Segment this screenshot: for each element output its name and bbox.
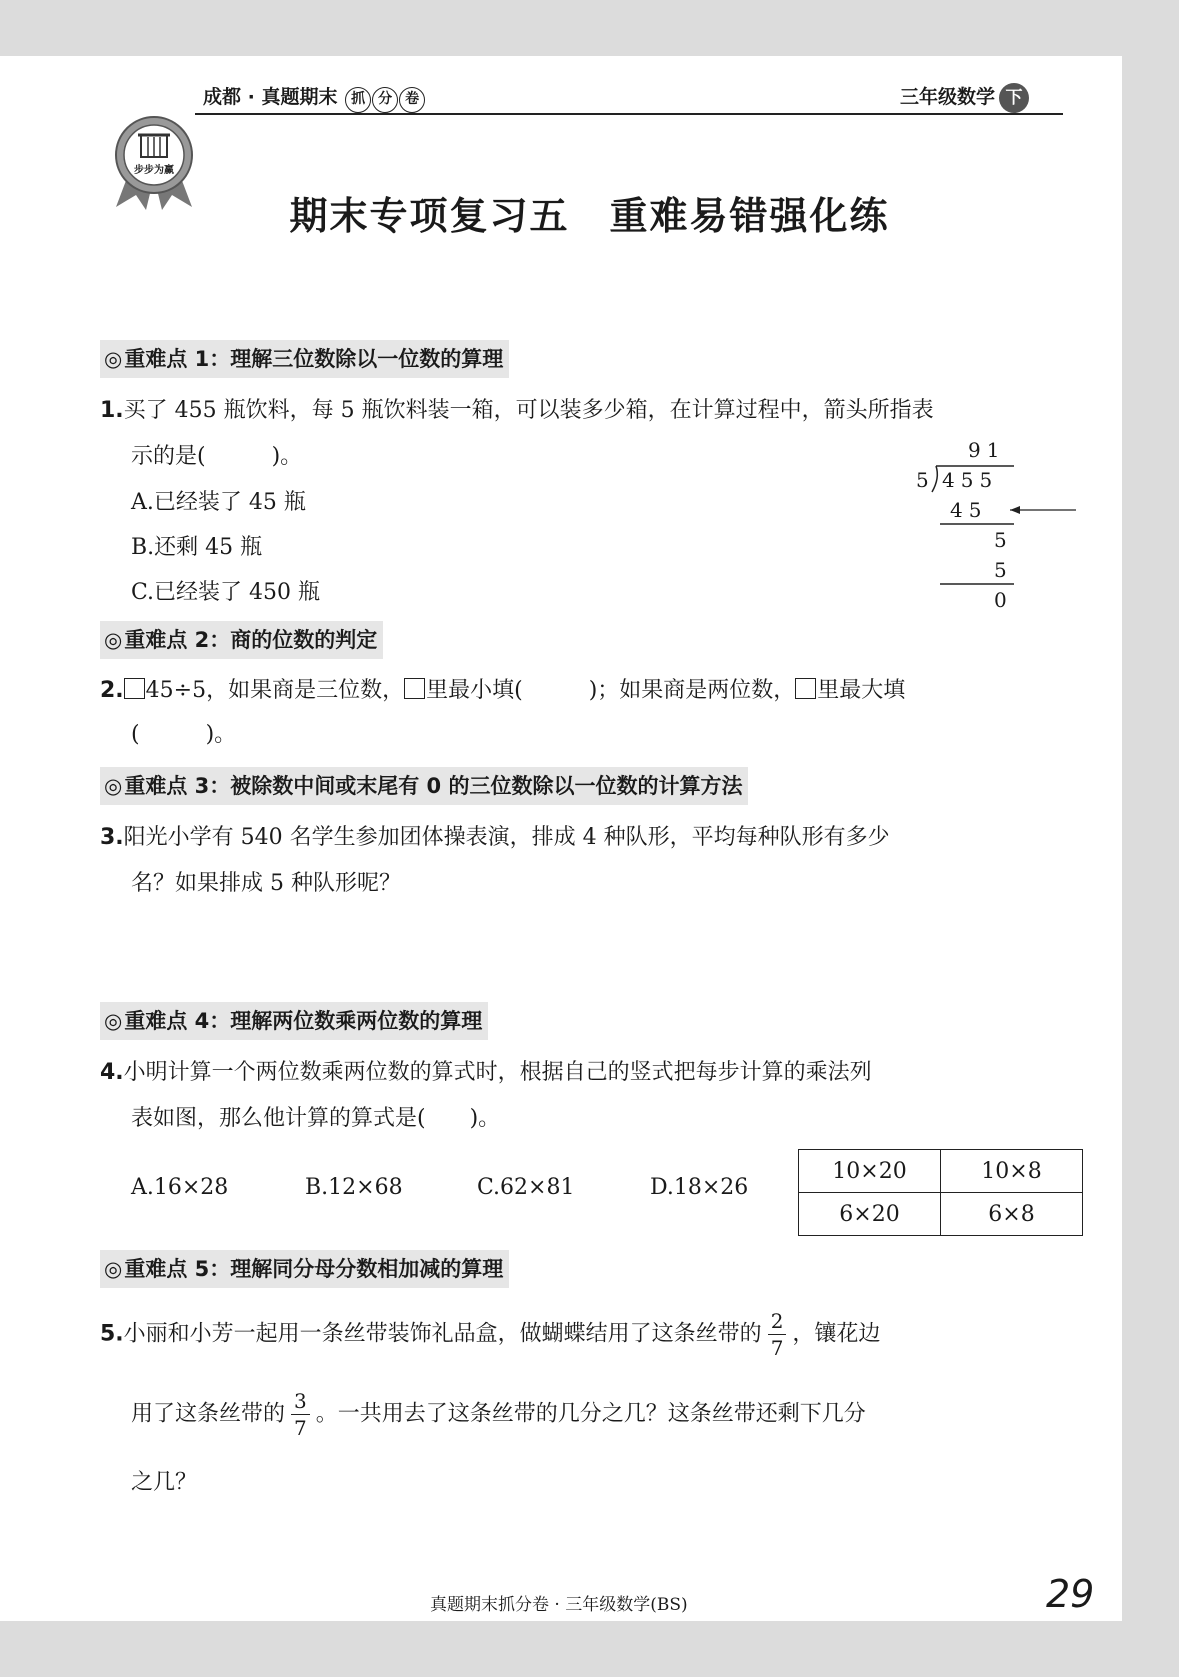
grade-badge: 下	[999, 83, 1029, 113]
bullseye-icon: ◎	[104, 774, 123, 798]
q3-number: 3.	[100, 825, 124, 850]
q5-line3: 之几？	[131, 1470, 198, 1495]
division-remainder2: 0	[994, 588, 1013, 612]
division-remainder1: 5	[994, 528, 1013, 552]
section-5	[100, 1250, 509, 1288]
division-bracket-icon	[910, 432, 1080, 612]
header-divider	[195, 113, 1063, 115]
page-title: 期末专项复习五 重难易错强化练	[289, 194, 890, 238]
q4-line1	[100, 1058, 872, 1088]
section-3-label: 重难点 3：被除数中间或末尾有 0 的三位数除以一位数的计算方法	[124, 774, 743, 798]
section-1	[100, 340, 509, 378]
division-dividend: 455	[942, 468, 999, 492]
q4-number: 4.	[100, 1060, 124, 1085]
q4-option-a: A.16×28	[131, 1175, 229, 1200]
q1-option-c: C.已经装了 450 瓶	[131, 580, 321, 605]
bullseye-icon: ◎	[104, 628, 123, 652]
bullseye-icon: ◎	[104, 1009, 123, 1033]
q1-number: 1.	[100, 398, 124, 423]
q4-option-d: D.18×26	[650, 1175, 749, 1200]
q2-line1	[100, 676, 905, 706]
division-step1: 45	[950, 498, 988, 522]
table-cell: 10×20	[799, 1150, 941, 1193]
q3-text-1: 阳光小学有 540 名学生参加团体操表演，排成 4 种队形，平均每种队形有多少	[123, 825, 890, 850]
section-2	[100, 621, 383, 659]
fraction-denominator: 7	[294, 1416, 307, 1440]
header-brand	[203, 82, 425, 113]
q3-line2: 名？如果排成 5 种队形呢？	[131, 871, 401, 896]
q4-line2: 表如图，那么他计算的算式是( )。	[131, 1106, 501, 1131]
division-step2: 5	[994, 558, 1013, 582]
q1-line2: 示的是( )。	[131, 444, 303, 469]
q2-text-3: 里最大填	[817, 678, 906, 703]
section-5-label: 重难点 5：理解同分母分数相加减的算理	[124, 1257, 504, 1281]
header-grade	[900, 82, 1029, 113]
section-1-label: 重难点 1：理解三位数除以一位数的算理	[124, 347, 504, 371]
fraction-numerator: 3	[291, 1388, 310, 1415]
q1-option-b: B.还剩 45 瓶	[131, 535, 263, 560]
q5-text-4: 。一共用去了这条丝带的几分之几？这条丝带还剩下几分	[315, 1401, 866, 1427]
q4-text-1: 小明计算一个两位数乘两位数的算式时，根据自己的竖式把每步计算的乘法列	[123, 1060, 872, 1085]
table-cell: 10×8	[941, 1150, 1083, 1193]
section-4	[100, 1002, 488, 1040]
division-quotient: 91	[968, 438, 1006, 462]
fraction-numerator: 2	[768, 1308, 787, 1335]
q1-text-1: 买了 455 瓶饮料，每 5 瓶饮料装一箱，可以装多少箱，在计算过程中，箭头所指表	[123, 398, 934, 423]
q5-line2	[131, 1388, 866, 1441]
q5-line1	[100, 1308, 880, 1361]
table-row	[799, 1150, 1083, 1193]
q1-line1	[100, 396, 934, 426]
q2-number: 2.	[100, 678, 124, 703]
multiplication-table	[798, 1149, 1083, 1236]
bullseye-icon: ◎	[104, 347, 123, 371]
q2-text-2: 里最小填( )；如果商是两位数，	[426, 678, 796, 703]
fraction-2-7	[768, 1308, 787, 1361]
brand-prefix: 成都 · 真题期末	[203, 86, 338, 108]
q5-text-1: 小丽和小芳一起用一条丝带装饰礼品盒，做蝴蝶结用了这条丝带的	[123, 1321, 762, 1347]
long-division	[910, 432, 1080, 612]
bullseye-icon: ◎	[104, 1257, 123, 1281]
footer-text: 真题期末抓分卷 · 三年级数学(BS)	[430, 1595, 688, 1615]
fraction-denominator: 7	[770, 1336, 784, 1360]
brand-circled-1: 抓	[345, 87, 371, 113]
q5-text-3: 用了这条丝带的	[131, 1401, 286, 1427]
table-cell: 6×20	[799, 1193, 941, 1236]
q4-option-b: B.12×68	[305, 1175, 403, 1200]
brand-circled-2: 分	[372, 87, 398, 113]
q4-option-c: C.62×81	[477, 1175, 575, 1200]
brand-circled-3: 卷	[399, 87, 425, 113]
grade-label: 三年级数学	[900, 86, 996, 108]
section-3	[100, 767, 748, 805]
division-divisor: 5	[916, 468, 935, 492]
table-cell: 6×8	[941, 1193, 1083, 1236]
logo-text: 步步为赢	[134, 165, 174, 176]
blank-box-icon	[404, 678, 425, 699]
fraction-3-7	[291, 1388, 310, 1441]
q5-number: 5.	[100, 1321, 124, 1347]
q2-line2: ( )。	[131, 722, 237, 747]
q3-line1	[100, 823, 890, 853]
table-row	[799, 1193, 1083, 1236]
q5-text-2: ，镶花边	[792, 1321, 881, 1347]
section-2-label: 重难点 2：商的位数的判定	[124, 628, 378, 652]
blank-box-icon	[124, 678, 145, 699]
section-4-label: 重难点 4：理解两位数乘两位数的算理	[124, 1009, 483, 1033]
blank-box-icon	[795, 678, 816, 699]
q1-option-a: A.已经装了 45 瓶	[131, 490, 306, 515]
q2-text-1: 45÷5，如果商是三位数，	[145, 678, 405, 703]
page-number: 29	[1046, 1572, 1095, 1616]
